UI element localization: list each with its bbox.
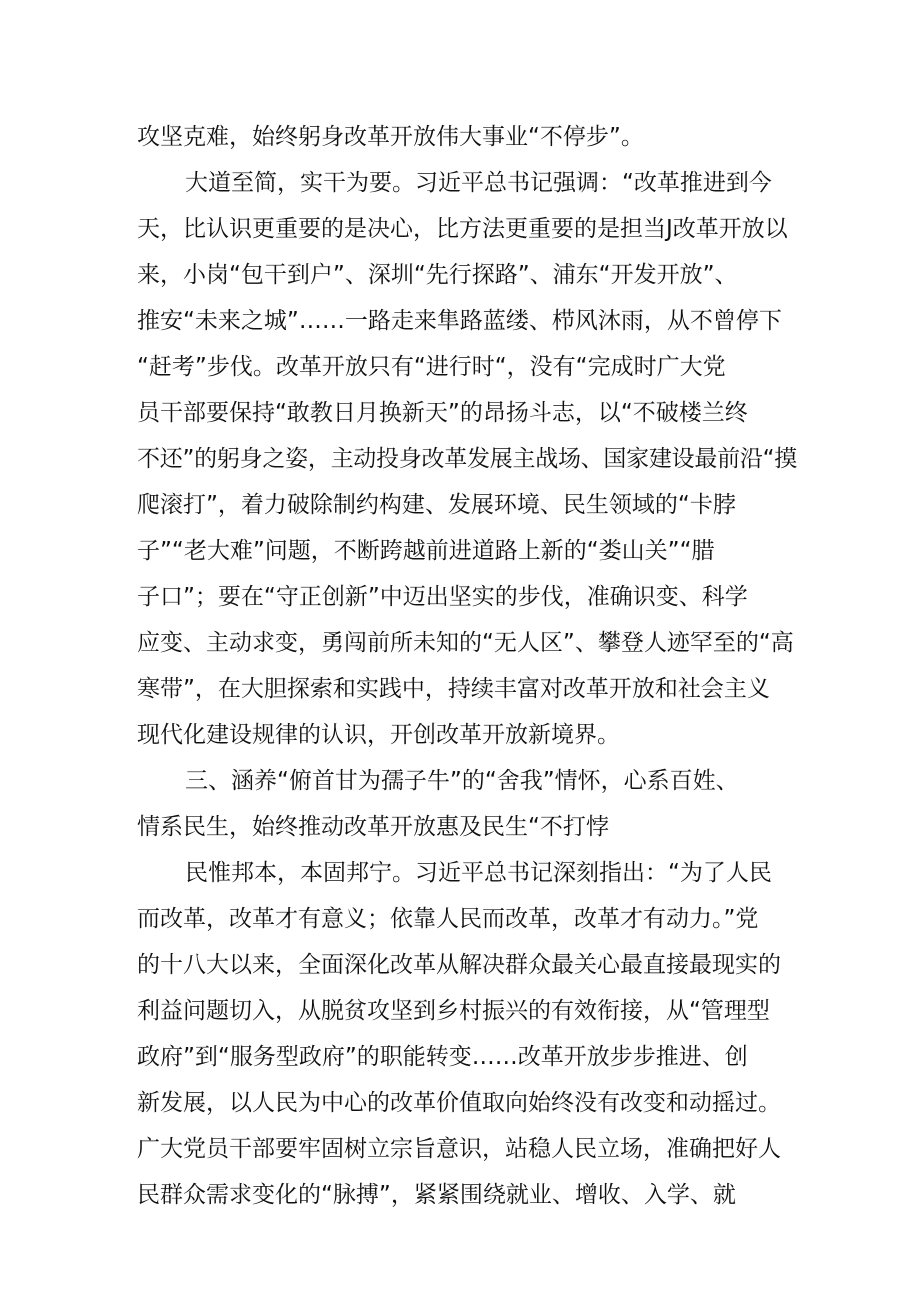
- text-line: 天，比认识更重要的是决心，比方法更重要的是担当J改革开放以: [137, 216, 788, 242]
- text-line: 员干部要保持“敢教日月换新天”的昂扬斗志，以“不破楼兰终: [137, 400, 748, 426]
- text-line: 寒带”，在大胆探索和实践中，持续丰富对改革开放和社会主义: [137, 676, 770, 702]
- text-line: 推安“未来之城”……一路走来隼路蓝缕、栉风沐雨，从不曾停下: [137, 308, 782, 334]
- text-line: 子”“老大难”问题，不断跨越前进道路上新的“娄山关”“腊: [137, 538, 715, 564]
- text-line: 政府”到“服务型政府”的职能转变……改革开放步步推进、创: [137, 1044, 748, 1070]
- text-line: 广大党员干部要牢固树立宗旨意识，站稳人民立场，准确把好人: [137, 1136, 781, 1162]
- text-line: 新发展，以人民为中心的改革价值取向始终没有改变和动摇过。: [137, 1090, 781, 1116]
- text-line: 三、涵养“俯首甘为孺子牛”的“舍我”情怀，心系百姓、: [185, 768, 739, 794]
- text-line: 民惟邦本，本固邦宁。习近平总书记深刻指出：“为了人民: [185, 860, 772, 886]
- text-line: 攻坚克难，始终躬身改革开放伟大事业“不停步”。: [137, 124, 644, 150]
- text-line: 不还”的躬身之姿，主动投身改革发展主战场、国家建设最前沿“摸: [137, 446, 797, 472]
- text-line: 现代化建设规律的认识，开创改革开放新境界。: [137, 722, 620, 748]
- text-line: 民群众需求变化的“脉搏”，紧紧围绕就业、增收、入学、就: [137, 1182, 736, 1208]
- text-line: 利益问题切入，从脱贫攻坚到乡村振兴的有效衔接，从“管理型: [137, 998, 770, 1024]
- text-line: 情系民生，始终推动改革开放惠及民生“不打悖: [137, 814, 609, 840]
- text-line: 的十八大以来，全面深化改革从解决群众最关心最直接最现实的: [137, 952, 781, 978]
- text-line: 大道至简，实干为要。习近平总书记强调：“改革推进到今: [185, 170, 772, 196]
- text-line: 而改革，改革才有意义；依靠人民而改革，改革才有动力。”党: [137, 906, 759, 932]
- text-line: 子口”；要在“守正创新”中迈出坚实的步伐，准确识变、科学: [137, 584, 748, 610]
- document-body: [137, 114, 797, 1218]
- text-line: 来，小岗“包干到户”、深圳“先行探路”、浦东“开发开放”、: [137, 262, 738, 288]
- text-line: 应变、主动求变，勇闯前所未知的“无人区”、攀登人迹罕至的“高: [137, 630, 794, 656]
- text-line: 爬滚打”，着力破除制约构建、发展环境、民生领域的“卡脖: [137, 492, 736, 518]
- text-line: “赶考”步伐。改革开放只有“进行时“，没有“完成时广大党: [137, 354, 726, 380]
